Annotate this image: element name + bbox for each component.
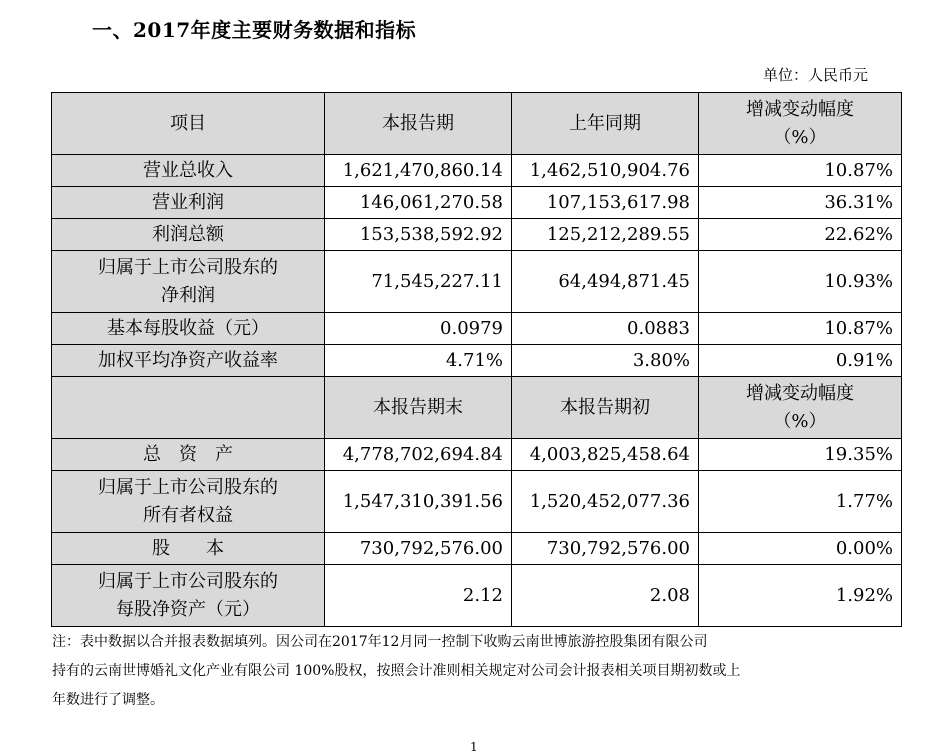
table-row (52, 251, 902, 313)
row-label (52, 565, 325, 627)
header-empty (52, 377, 325, 439)
header-period-start: 本报告期初 (512, 377, 699, 439)
footnote-line3: 年数进行了调整。 (52, 692, 164, 708)
cell-current: 0.0979 (325, 313, 512, 345)
row-label-line2: 净利润 (161, 284, 215, 306)
cell-change: 1.77% (699, 471, 902, 533)
cell-change: 36.31% (699, 187, 902, 219)
cell-period-start: 2.08 (512, 565, 699, 627)
row-label-line2: 每股净资产（元） (116, 598, 260, 620)
cell-prior: 0.0883 (512, 313, 699, 345)
unit-label: 单位：人民币元 (762, 66, 868, 84)
cell-current: 1,621,470,860.14 (325, 155, 512, 187)
row-label: 加权平均净资产收益率 (52, 345, 325, 377)
cell-change: 10.93% (699, 251, 902, 313)
cell-change: 19.35% (699, 439, 902, 471)
cell-change: 0.00% (699, 533, 902, 565)
header-change (699, 93, 902, 155)
table-row (52, 313, 902, 345)
header-current-period: 本报告期 (325, 93, 512, 155)
row-label (52, 251, 325, 313)
table-row (52, 533, 902, 565)
cell-prior: 1,462,510,904.76 (512, 155, 699, 187)
row-label-line1: 归属于上市公司股东的 (98, 476, 278, 498)
row-label: 利润总额 (52, 219, 325, 251)
table-row (52, 155, 902, 187)
row-label: 总 资 产 (52, 439, 325, 471)
financial-table (51, 92, 902, 627)
cell-current: 153,538,592.92 (325, 219, 512, 251)
cell-change: 22.62% (699, 219, 902, 251)
cell-current: 146,061,270.58 (325, 187, 512, 219)
row-label-line1: 归属于上市公司股东的 (98, 256, 278, 278)
header-item: 项目 (52, 93, 325, 155)
row-label-line1: 归属于上市公司股东的 (98, 570, 278, 592)
header-change (699, 377, 902, 439)
footnote-line1: 注：表中数据以合并报表数据填列。因公司在2017年12月同一控制下收购云南世博旅游控股集团有限公司 (52, 634, 708, 650)
cell-period-start: 730,792,576.00 (512, 533, 699, 565)
section-title: 一、2017年度主要财务数据和指标 (92, 18, 417, 42)
table-row (52, 439, 902, 471)
table-footnote (52, 628, 912, 715)
table-row (52, 219, 902, 251)
row-label (52, 471, 325, 533)
table-row (52, 345, 902, 377)
cell-change: 0.91% (699, 345, 902, 377)
cell-prior: 107,153,617.98 (512, 187, 699, 219)
cell-period-end: 730,792,576.00 (325, 533, 512, 565)
table-row (52, 471, 902, 533)
cell-period-start: 1,520,452,077.36 (512, 471, 699, 533)
cell-prior: 125,212,289.55 (512, 219, 699, 251)
page-number: 1 (470, 740, 478, 754)
cell-current: 71,545,227.11 (325, 251, 512, 313)
cell-period-end: 2.12 (325, 565, 512, 627)
table-row (52, 187, 902, 219)
header-change-line1: 增减变动幅度 (746, 98, 854, 120)
cell-change: 10.87% (699, 155, 902, 187)
header-change-line1: 增减变动幅度 (746, 382, 854, 404)
row-label: 基本每股收益（元） (52, 313, 325, 345)
row-label: 营业总收入 (52, 155, 325, 187)
cell-prior: 3.80% (512, 345, 699, 377)
cell-period-start: 4,003,825,458.64 (512, 439, 699, 471)
header-prior-period: 上年同期 (512, 93, 699, 155)
cell-current: 4.71% (325, 345, 512, 377)
cell-change: 1.92% (699, 565, 902, 627)
footnote-line2: 持有的云南世博婚礼文化产业有限公司 100%股权，按照会计准则相关规定对公司会计报表相关项目期初数或上 (52, 663, 741, 679)
header-period-end: 本报告期末 (325, 377, 512, 439)
cell-period-end: 4,778,702,694.84 (325, 439, 512, 471)
table-subheader-row (52, 377, 902, 439)
row-label: 营业利润 (52, 187, 325, 219)
header-change-line2: （%） (773, 410, 827, 432)
header-change-line2: （%） (773, 126, 827, 148)
table-header-row (52, 93, 902, 155)
cell-period-end: 1,547,310,391.56 (325, 471, 512, 533)
table-row (52, 565, 902, 627)
cell-change: 10.87% (699, 313, 902, 345)
row-label: 股 本 (52, 533, 325, 565)
cell-prior: 64,494,871.45 (512, 251, 699, 313)
row-label-line2: 所有者权益 (143, 504, 233, 526)
